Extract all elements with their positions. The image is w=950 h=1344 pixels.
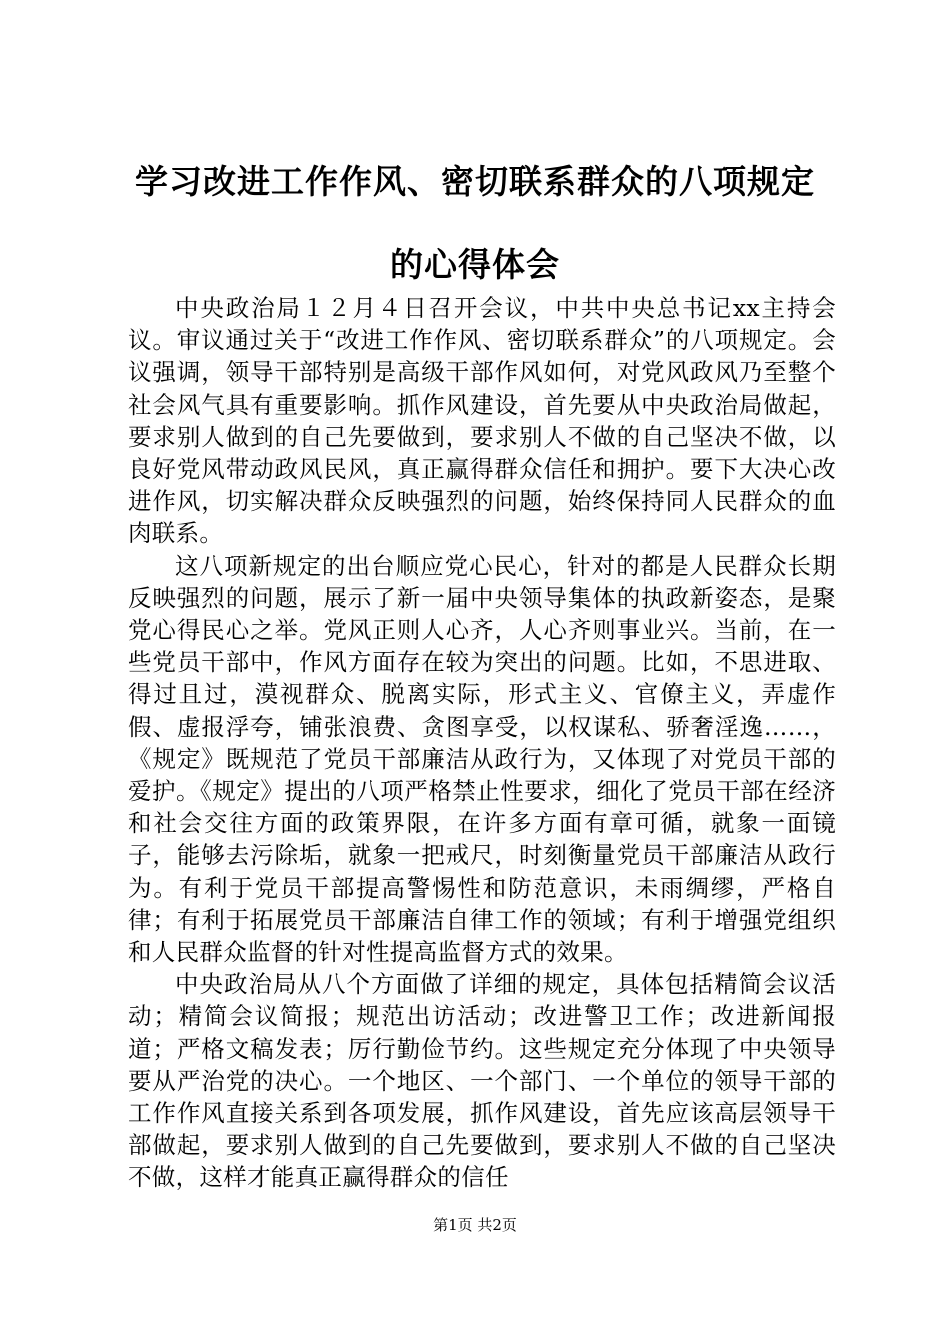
document-title-line-1: 学习改进工作作风、密切联系群众的八项规定: [135, 162, 815, 201]
page-number-footer: 第1页 共2页: [433, 1216, 517, 1234]
paragraph: 中央政治局１２月４日召开会议，中共中央总书记xx主持会议。审议通过关于“改进工作作风、密切联系群众”的八项规定。会议强调，领导干部特别是高级干部作风如何，对党风政风乃至整个社会风气具有重要影响。抓作风建设，首先要从中央政治局做起，要求别人做到的自己先要做到，要求别人不做的自己坚决不做，以良好党风带动政风民风，真正赢得群众信任和拥护。要下大决心改进作风，切实解决群众反映强烈的问题，始终保持同人民群众的血肉联系。: [128, 294, 836, 548]
document-body: [128, 292, 836, 1194]
paragraph: 中央政治局从八个方面做了详细的规定，具体包括精简会议活动；精简会议简报；规范出访活动；改进警卫工作；改进新闻报道；严格文稿发表；厉行勤俭节约。这些规定充分体现了中央领导要从严治党的决心。一个地区、一个部门、一个单位的领导干部的工作作风直接关系到各项发展，抓作风建设，首先应该高层领导干部做起，要求别人做到的自己先要做到，要求别人不做的自己坚决不做，这样才能真正赢得群众的信任: [128, 970, 836, 1192]
paragraph: 这八项新规定的出台顺应党心民心，针对的都是人民群众长期反映强烈的问题，展示了新一届中央领导集体的执政新姿态，是聚党心得民心之举。党风正则人心齐，人心齐则事业兴。当前，在一些党员干部中，作风方面存在较为突出的问题。比如，不思进取、得过且过，漠视群众、脱离实际，形式主义、官僚主义，弄虚作假、虚报浮夸，铺张浪费、贪图享受，以权谋私、骄奢淫逸……，《规定》既规范了党员干部廉洁从政行为，又体现了对党员干部的爱护。《规定》提出的八项严格禁止性要求，细化了党员干部在经济和社会交往方面的政策界限，在许多方面有章可循，就象一面镜子，能够去污除垢，就象一把戒尺，时刻衡量党员干部廉洁从政行为。有利于党员干部提高警惕性和防范意识，未雨绸缪，严格自律；有利于拓展党员干部廉洁自律工作的领域；有利于增强党组织和人民群众监督的针对性提高监督方式的效果。: [128, 551, 836, 967]
document-title-line-2: 的心得体会: [390, 245, 560, 284]
